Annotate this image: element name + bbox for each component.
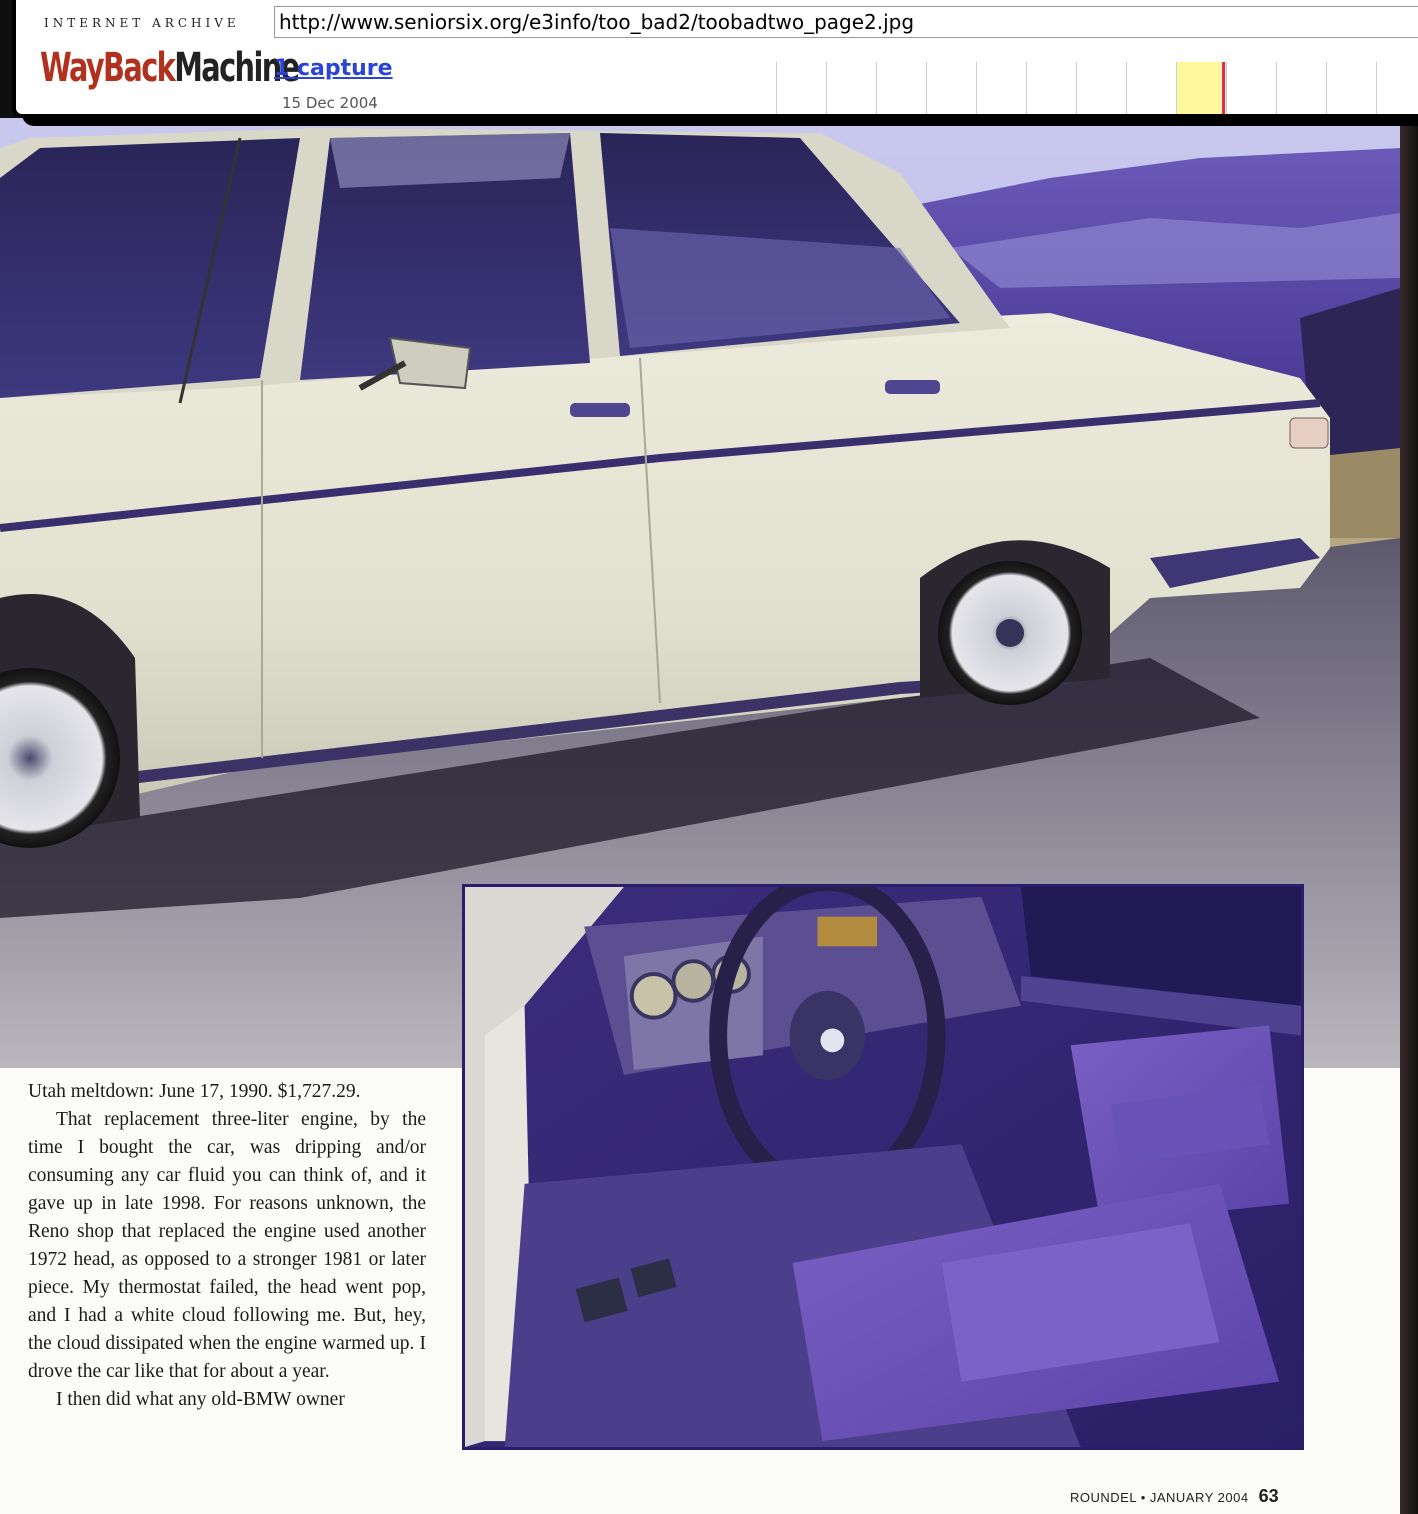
year-column[interactable] bbox=[1126, 62, 1176, 114]
article-body bbox=[28, 1078, 426, 1414]
article-paragraph: That replacement three-liter engine, by the time I bought the car, was dripping and/or consuming any car fluid you can think of, and it gave up in late 1998. For reasons unknown, the Reno shop that replaced the engine used another 1972 head, as opposed to a stronger 1981 or later piece. My thermostat failed, the head went pop, and I had a white cloud following me. But, hey, the cloud dissipated when the engine warmed up. I drove the car like that for about a year. bbox=[28, 1109, 426, 1382]
capture-sparkline[interactable] bbox=[776, 62, 1418, 114]
interior-photo bbox=[462, 884, 1304, 1450]
wayback-toolbar bbox=[12, 0, 1418, 118]
year-column[interactable] bbox=[776, 62, 826, 114]
year-column[interactable] bbox=[1376, 62, 1418, 114]
wayback-logo[interactable] bbox=[40, 36, 299, 92]
scan-edge bbox=[1400, 118, 1418, 1514]
year-column-highlighted[interactable] bbox=[1176, 62, 1226, 114]
year-column[interactable] bbox=[1326, 62, 1376, 114]
scanned-page bbox=[0, 118, 1400, 1514]
capture-tick[interactable] bbox=[1222, 62, 1225, 114]
page-number: 63 bbox=[1258, 1486, 1279, 1506]
logo-machine-text: Machine bbox=[174, 45, 299, 91]
year-column[interactable] bbox=[1026, 62, 1076, 114]
year-column[interactable] bbox=[1226, 62, 1276, 114]
page-footer bbox=[1070, 1486, 1279, 1507]
capture-date: 15 Dec 2004 bbox=[282, 94, 378, 112]
year-column[interactable] bbox=[826, 62, 876, 114]
logo-tagline: INTERNET ARCHIVE bbox=[44, 16, 240, 30]
year-column[interactable] bbox=[1276, 62, 1326, 114]
publication-line: ROUNDEL • JANUARY 2004 bbox=[1070, 1490, 1249, 1505]
year-column[interactable] bbox=[976, 62, 1026, 114]
year-column[interactable] bbox=[876, 62, 926, 114]
captures-link[interactable]: 1 capture bbox=[274, 56, 393, 81]
article-paragraph: Utah meltdown: June 17, 1990. $1,727.29. bbox=[28, 1081, 361, 1102]
year-column[interactable] bbox=[926, 62, 976, 114]
article-paragraph: I then did what any old-BMW owner bbox=[56, 1389, 345, 1410]
url-input[interactable]: http://www.seniorsix.org/e3info/too_bad2/toobadtwo_page2.jpg bbox=[274, 6, 1418, 38]
year-column[interactable] bbox=[1076, 62, 1126, 114]
logo-wayback-text: WayBack bbox=[40, 45, 175, 91]
